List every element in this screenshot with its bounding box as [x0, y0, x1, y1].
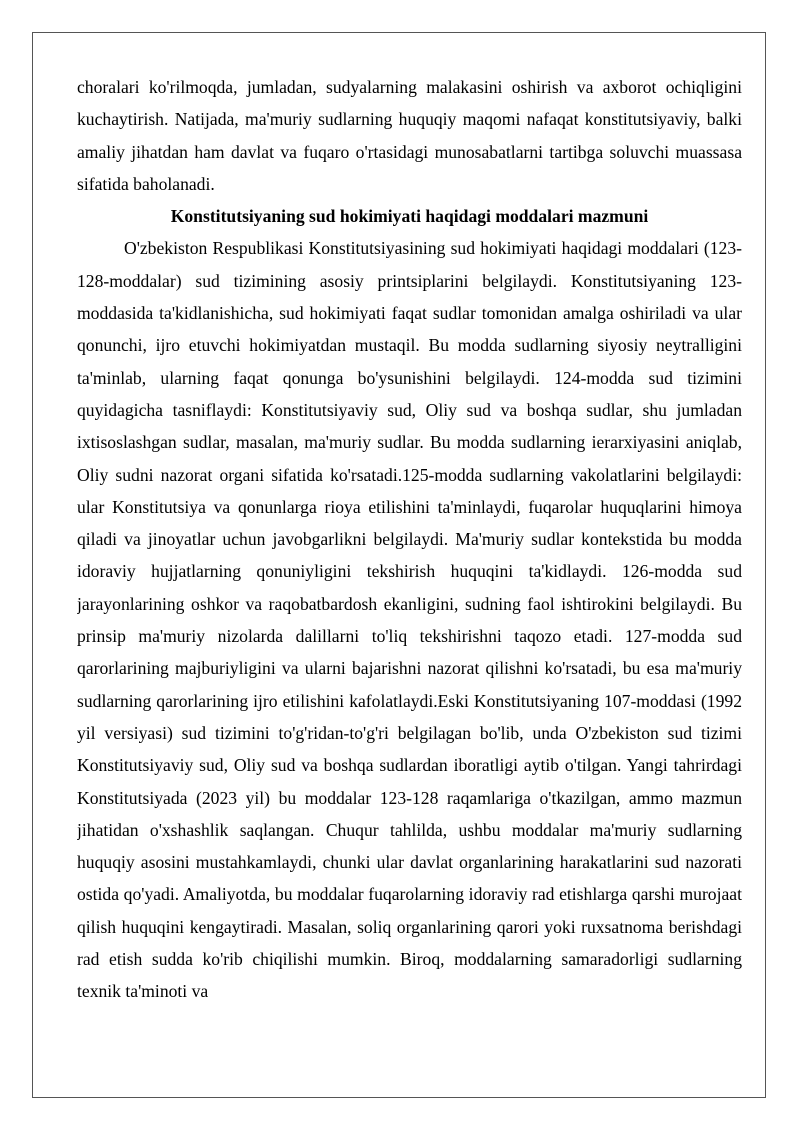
section-heading: Konstitutsiyaning sud hokimiyati haqidagi moddalari mazmuni	[170, 206, 649, 227]
intro-paragraph: choralari ko'rilmoqda, jumladan, sudyalarning malakasini oshirish va axborot ochiqligini kuchaytirish. Natijada, ma'muriy sudlarning huquqiy maqomi nafaqat konstitutsiyaviy, balki amaliy jihatdan ham davlat va fuqaro o'rtasidagi munosabatlarni tartibga soluvchi muassasa sifatida baholanadi.	[77, 77, 742, 194]
main-paragraph: O'zbekiston Respublikasi Konstitutsiyasining sud hokimiyati haqidagi moddalari (123-128-moddalar) sud tizimining asosiy printsiplarini belgilaydi. Konstitutsiyaning 123-moddasida ta'kidlanishicha, sud hokimiyati faqat sudlar tomonidan amalga oshiriladi va ular qonunchi, ijro etuvchi hokimiyatdan mustaqil. Bu modda sudlarning siyosiy neytralligini ta'minlab, ularning faqat qonunga bo'ysunishini belgilaydi. 124-modda sud tizimini quyidagicha tasniflaydi: Konstitutsiyaviy sud, Oliy sud va boshqa sudlar, shu jumladan ixtisoslashgan sudlar, masalan, ma'muriy sudlar. Bu modda sudlarning ierarxiyasini aniqlab, Oliy sudni nazorat organi sifatida ko'rsatadi.125-modda sudlarning vakolatlarini belgilaydi: ular Konstitutsiya va qonunlarga rioya etilishini ta'minlaydi, fuqarolar huquqlarini himoya qiladi va jinoyatlar uchun javobgarlikni belgilaydi. Ma'muriy sudlar kontekstida bu modda idoraviy hujjatlarning qonuniyligini tekshirish huquqini ta'kidlaydi. 126-modda sud jarayonlarining oshkor va raqobatbardosh ekanligini, sudning faol ishtirokini belgilaydi. Bu prinsip ma'muriy nizolarda dalillarni to'liq tekshirishni taqozo etadi. 127-modda sud qarorlarining majburiyligini va ularni bajarishni nazorat qilishni ko'rsatadi, bu esa ma'muriy sudlarning qarorlarining ijro etilishini kafolatlaydi.Eski Konstitutsiyaning 107-moddasi (1992 yil versiyasi) sud tizimini to'g'ridan-to'g'ri belgilagan bo'lib, unda O'zbekiston sud tizimi Konstitutsiyaviy sud, Oliy sud va boshqa sudlardan iboratligi aytib o'tilgan. Yangi tahrirdagi Konstitutsiyada (2023 yil) bu moddalar 123-128 raqamlariga o'tkazilgan, ammo mazmun jihatidan o'xshashlik saqlangan. Chuqur tahlilda, ushbu moddalar ma'muriy sudlarning huquqiy asosini mustahkamlaydi, chunki ular davlat organlarining harakatlarini sud nazorati ostida qo'yadi. Amaliyotda, bu moddalar fuqarolarning idoraviy rad etishlarga qarshi murojaat qilish huquqini kengaytiradi. Masalan, soliq organlarining qarori yoki ruxsatnoma berishdagi rad etish sudda ko'rib chiqilishi mumkin. Biroq, moddalarning samaradorligi sudlarning texnik ta'minoti va	[77, 238, 742, 1002]
document-body	[77, 71, 742, 1008]
